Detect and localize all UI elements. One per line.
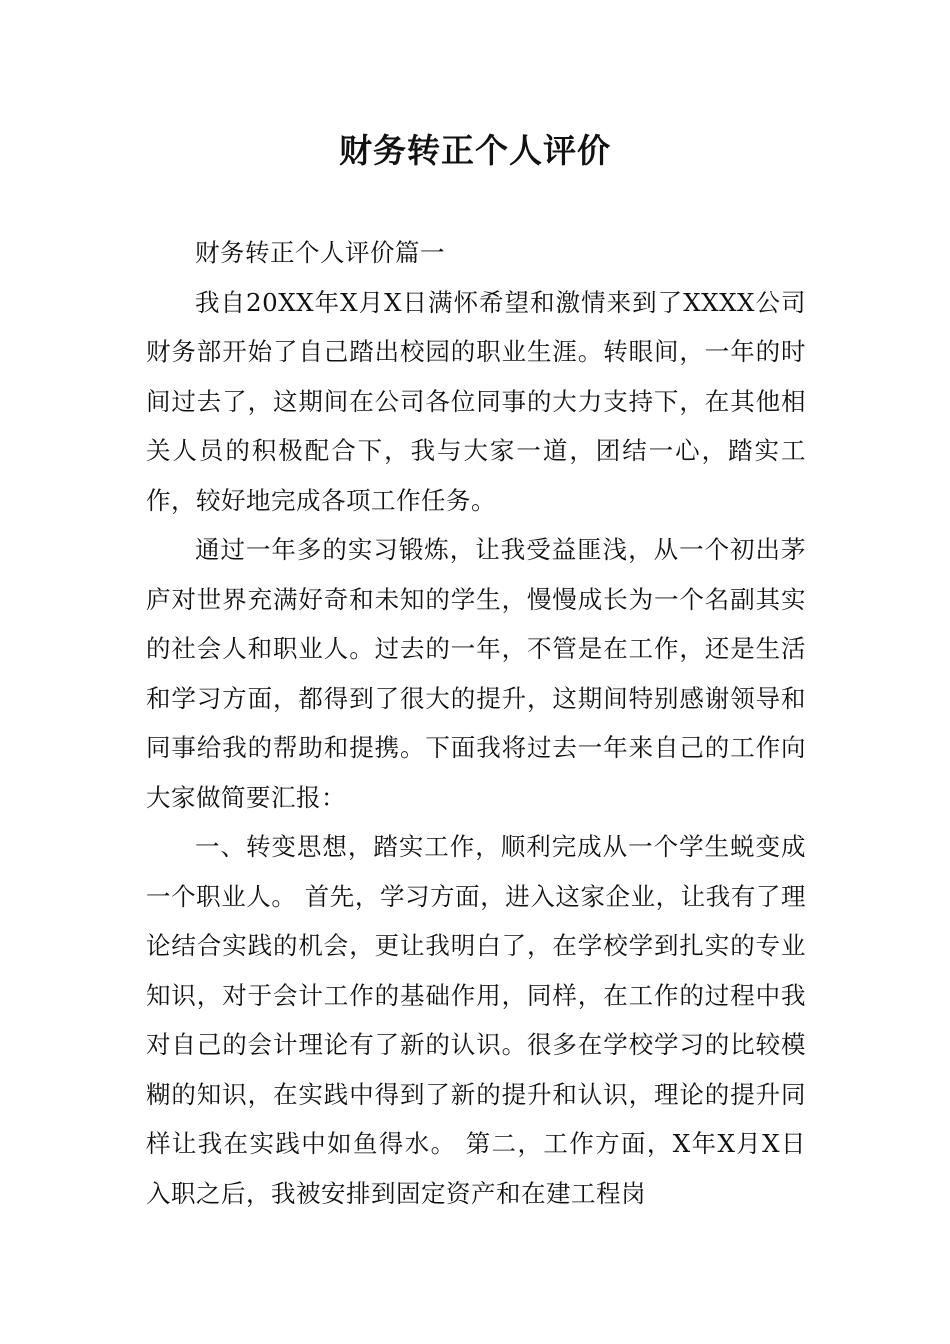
document-title: 财务转正个人评价 xyxy=(339,131,611,170)
paragraph: 我自20XX年X月X日满怀希望和激情来到了XXXX公司财务部开始了自己踏出校园的职业生涯。转眼间，一年的时间过去了，这期间在公司各位同事的大力支持下，在其他相关人员的积极配合下，我与大家一道，团结一心，踏实工作，较好地完成各项工作任务。 xyxy=(146,287,806,515)
document-body xyxy=(146,228,806,1218)
paragraph: 一、转变思想，踏实工作，顺利完成从一个学生蜕变成一个职业人。 首先，学习方面，进入这家企业，让我有了理论结合实践的机会，更让我明白了，在学校学到扎实的专业知识，对于会计工作的基础作用，同样，在工作的过程中我对自己的会计理论有了新的认识。很多在学校学习的比较模糊的知识，在实践中得到了新的提升和认识，理论的提升同样让我在实践中如鱼得水。 第二，工作方面，X年X月X日入职之后，我被安排到固定资产和在建工程岗 xyxy=(146,832,806,1208)
section-heading: 财务转正个人评价篇一 xyxy=(195,238,445,267)
paragraph: 通过一年多的实习锻炼，让我受益匪浅，从一个初出茅庐对世界充满好奇和未知的学生，慢慢成长为一个名副其实的社会人和职业人。过去的一年，不管是在工作，还是生活和学习方面，都得到了很大的提升，这期间特别感谢领导和同事给我的帮助和提携。下面我将过去一年来自己的工作向大家做简要汇报： xyxy=(146,535,806,812)
